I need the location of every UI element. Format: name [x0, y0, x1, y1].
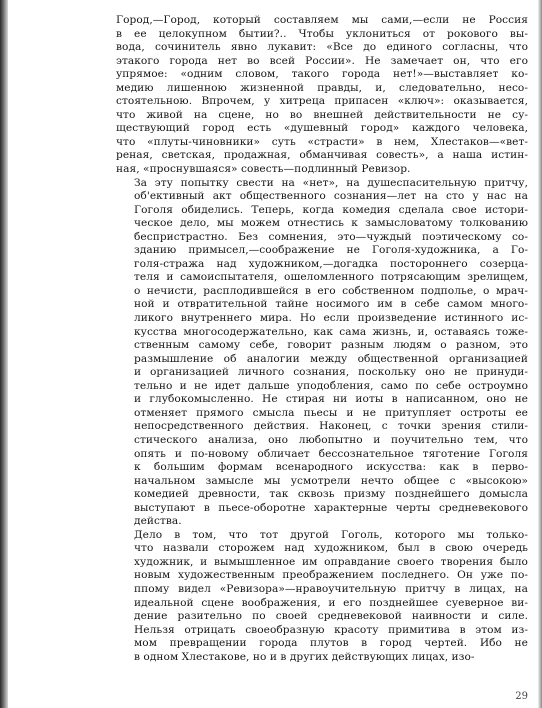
text-line: комедией древности, так сквозь призму позднейшего домысла: [134, 488, 528, 501]
text-line: Город,—Город, который составляем мы сами,—если не Россия: [116, 14, 528, 26]
text-line: Гоголя обиделись. Теперь, когда комедия сделала свое истори-: [134, 203, 528, 216]
text-line: реная, светская, продажная, обманчивая совесть», а наша истин-: [116, 149, 528, 162]
text-line: художник, и вымышленное им оправдание своего творения было: [134, 555, 528, 568]
text-line: размышление об аналогии между общественной организацией: [134, 352, 528, 365]
text-line: ной и отвратительной тайне носимого им в себе самом много-: [134, 298, 528, 311]
text-line: идеальной сцене воображения, и его позднейшее суеверное ви-: [134, 596, 528, 609]
scan-shadow-left: [0, 0, 8, 708]
text-line: ппому видел «Ревизора»—нравоучительную притчу в лицах, на: [134, 582, 528, 595]
text-line: упрямое: «одним словом, такого города нет!»—выставляет ко-: [116, 68, 528, 81]
text-line: новым художественным преображением последнего. Он уже по-: [134, 569, 528, 582]
text-line: мом превращении города плутов в город чертей. Ибо не: [134, 637, 528, 650]
text-line: в одном Хлестакове, но и в других действующих лицах, изо-: [134, 650, 475, 663]
text-body: [116, 14, 528, 664]
text-line: стического анализа, оно любопытно и поучительно тем, что: [134, 433, 528, 446]
text-line: начальном замысле мы усмотрели нечто общее с «высокою»: [134, 474, 528, 487]
text-line: непосредственного действия. Наконец, с точки зрения стили-: [134, 420, 528, 433]
text-line: теля и самоиспытателя, ошеломленного потрясающим зрелищем,: [134, 271, 528, 284]
text-line: стоятельною. Впрочем, у хитреца припасен «ключ»: оказывается,: [116, 95, 528, 108]
text-line: вода, сочинитель явно лукавит: «Все до единого согласны, что: [116, 41, 528, 54]
text-line: Дело в том, что тот другой Гоголь, которого мы только-: [134, 528, 528, 541]
text-line: ственным самому себе, говорит разным людям о разном, это: [134, 339, 528, 352]
text-line: этакого города нет во всей России». Не замечает он, что его: [116, 54, 528, 67]
text-line: об'ективный акт общественного сознания—лет на сто у нас на: [134, 190, 528, 203]
paragraph: [116, 177, 528, 529]
text-line: и организацией личного сознания, поскольку оно не принуди-: [134, 366, 528, 379]
text-line: ческое дело, мы можем отнестись к замысловатому толкованию: [134, 217, 528, 230]
scan-shadow-right: [538, 0, 542, 708]
paragraph: [116, 14, 528, 177]
text-line: в ее целокупном бытии?.. Чтобы уклониться от рокового вы-: [116, 27, 528, 40]
paragraph: [116, 529, 528, 664]
text-line: дение разительно по своей средневековой наивности и силе.: [134, 610, 528, 623]
text-line: За эту попытку свести на «нет», на душеспасительную притчу,: [134, 176, 528, 189]
text-line: ликого внутреннего мира. Но если произведение истинного ис-: [134, 312, 528, 325]
text-line: действа.: [134, 515, 182, 528]
page-number: 29: [515, 691, 528, 702]
text-line: что живой на сцене, но во внешней действительности не су-: [116, 108, 528, 121]
text-line: беспристрастно. Без сомнения, это—чуждый поэтическому со-: [134, 230, 528, 243]
text-line: и глубокомысленно. Не стирая ни иоты в написанном, оно не: [134, 393, 528, 406]
text-line: о нечисти, расплодившейся в его собственном подполье, о мрач-: [134, 284, 528, 297]
text-line: кусства многосодержательно, как сама жизнь, и, оставаясь тоже-: [134, 325, 528, 338]
text-line: тельно и не идет дальше уподобления, само по себе остроумно: [134, 379, 528, 392]
text-line: что «плуты-чиновники» суть «страсти» в нем, Хлестаков—«вет-: [116, 135, 528, 148]
text-line: Нельзя отрицать своеобразную красоту примитива в этом из-: [134, 623, 528, 636]
book-page: [116, 14, 528, 704]
text-line: голя-стража над художником,—догадка постороннего созерца-: [134, 257, 528, 270]
text-line: ществующий город есть «душевный город» каждого человека,: [116, 122, 528, 135]
text-line: опять и по-новому обличает бессознательное тяготение Гоголя: [134, 447, 528, 460]
text-line: медию лишенною жизненной правды, и, следовательно, несо-: [116, 81, 528, 94]
text-line: ная, «проснувшаяся» совесть—подлинный Ревизор.: [116, 163, 411, 176]
text-line: отменяет прямого смысла пьесы и не притупляет остроты ее: [134, 406, 528, 419]
text-line: зданию примысел,—соображение не Гоголя-художника, а Го-: [134, 244, 528, 257]
text-line: что назвали сторожем над художником, был в свою очередь: [134, 542, 528, 555]
text-line: к большим формам всенародного искусства: как в перво-: [134, 461, 528, 474]
text-line: выступают в пьесе-оборотне характерные черты средневекового: [134, 501, 528, 514]
